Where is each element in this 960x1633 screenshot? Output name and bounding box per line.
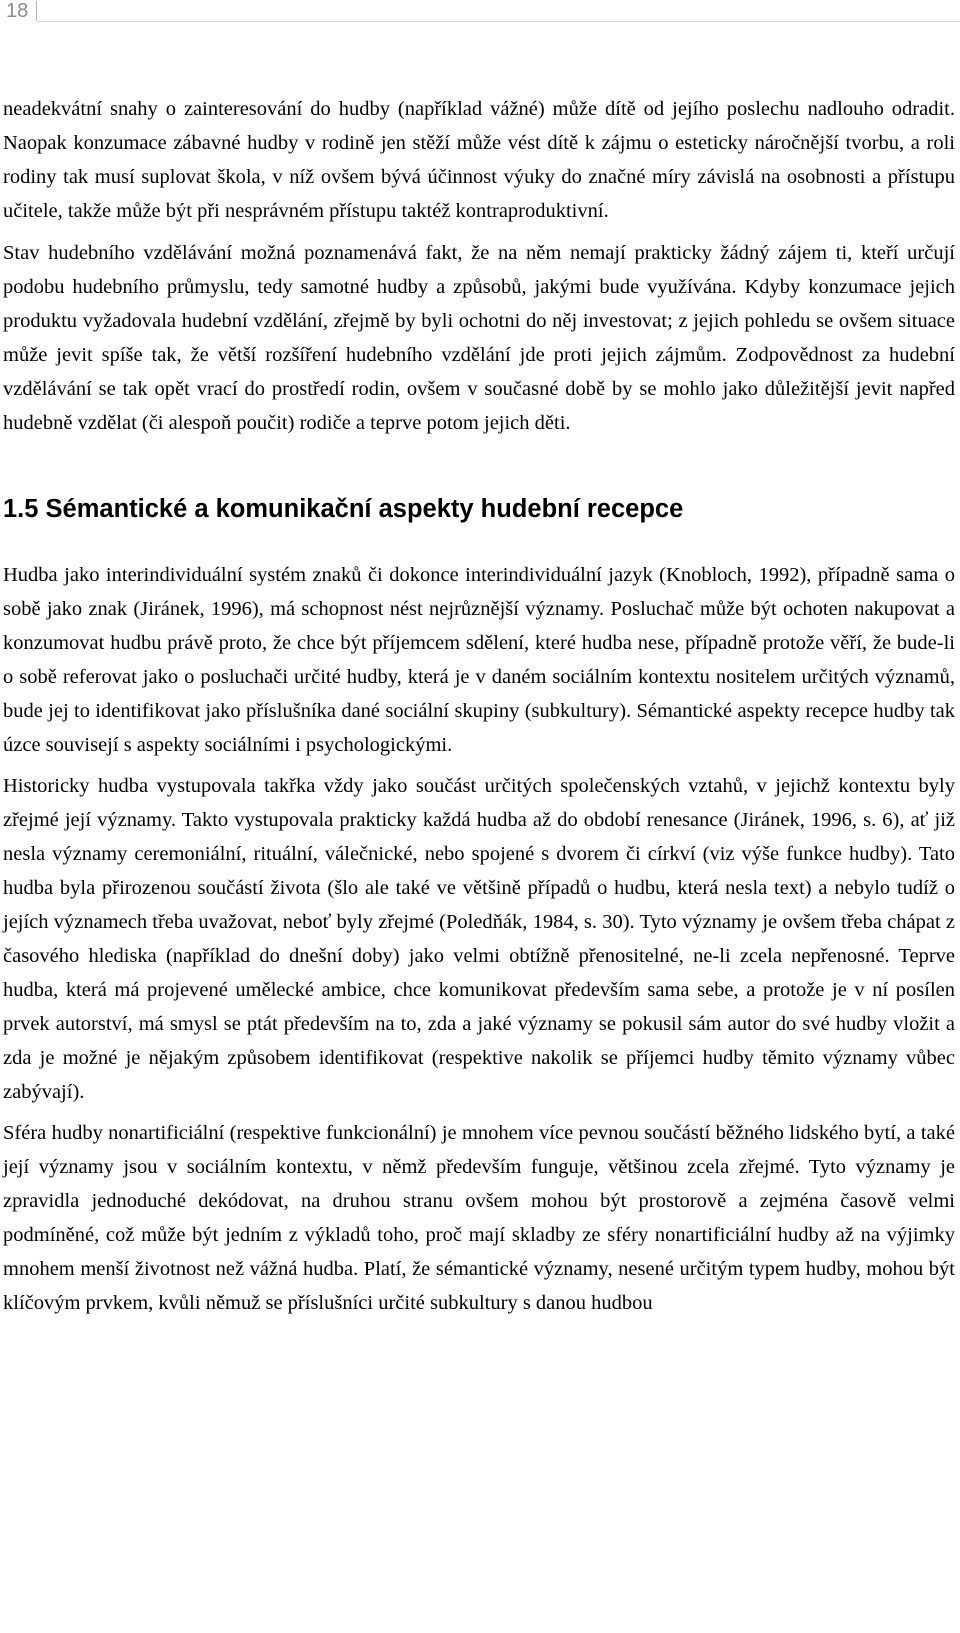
paragraph-music-education: Stav hudebního vzdělávání možná poznamenává fakt, že na něm nemají prakticky žádný zájem ti, kteří určují podobu hudebního průmyslu, tedy samotné hudby a způsobů, jakými bude využívána. Kdyby konzumace jejich produktu vyžadovala hudební vzdělání, zřejmě by byli ochotni do něj investovat; z jejich pohledu se ovšem situace může jevit spíše tak, že větší rozšíření hudebního vzdělání jde proti jejich zájmům. Zodpovědnost za hudební vzdělávání se tak opět vrací do prostředí rodin, ovšem v současné době by se mohlo jako důležitější jevit napřed hudebně vzdělat (či alespoň poučit) rodiče a teprve potom jejich děti. bbox=[3, 242, 955, 434]
paragraph-historical-meanings: Historicky hudba vystupovala takřka vždy jako součást určitých společenských vztahů, v jejichž kontextu byly zřejmé její významy. Takto vystupovala prakticky každá hudba až do období renesance (Jiránek, 1996, s. 6), ať již nesla významy ceremoniální, rituální, válečnické, nebo spojené s dvorem či církví (viz výše funkce hudby). Tato hudba byla přirozenou součástí života (šlo ale také ve většině případů o hudbu, která nesla text) a nebylo tudíž o jejích významech třeba uvažovat, neboť byly zřejmé (Poledňák, 1984, s. 30). Tyto významy je ovšem třeba chápat z časového hlediska (například do dnešní doby) jako velmi obtížně přenositelné, ne-li zcela nepřenosné. Teprve hudba, která má projevené umělecké ambice, chce komunikovat především sama sebe, a protože je v ní posílen prvek autorství, má smysl se ptát především na to, zda a jaké významy se pokusil sám autor do své hudby vložit a zda je možné je nějakým způsobem identifikovat (respektive nakolik se příjemci hudby těmito významy vůbec zabývají). bbox=[3, 775, 955, 1103]
section-heading: 1.5 Sémantické a komunikační aspekty hudební recepce bbox=[3, 495, 684, 523]
paragraph-continued: neadekvátní snahy o zainteresování do hudby (například vážné) může dítě od jejího poslechu nadlouho odradit. Naopak konzumace zábavné hudby v rodině jen stěží může vést dítě k zájmu o esteticky náročnější tvorbu, a roli rodiny tak musí suplovat škola, v níž ovšem bývá účinnost výuky do značné míry závislá na osobnosti a přístupu učitele, takže může být při nesprávném přístupu taktéž kontraproduktivní. bbox=[3, 98, 955, 222]
header-divider bbox=[36, 1, 37, 21]
page-header bbox=[0, 0, 960, 30]
page-content bbox=[3, 92, 955, 1320]
header-rule bbox=[37, 21, 960, 22]
paragraph-nonartificial-music: Sféra hudby nonartificiální (respektive funkcionální) je mnohem více pevnou součástí běžného lidského bytí, a také její významy jsou v sociálním kontextu, v němž především funguje, většinou zcela zřejmé. Tyto významy je zpravidla jednoduché dekódovat, na druhou stranu ovšem mohou být prostorově a zejména časově velmi podmíněné, což může být jedním z výkladů toho, proč mají skladby ze sféry nonartificiální hudby až na výjimky mnohem menší životnost než vážná hudba. Platí, že sémantické významy, nesené určitým typem hudby, mohou být klíčovým prvkem, kvůli němuž se příslušníci určité subkultury s danou hudbou bbox=[3, 1122, 955, 1314]
paragraph-music-as-sign-system: Hudba jako interindividuální systém znaků či dokonce interindividuální jazyk (Knobloch, 1992), případně sama o sobě jako znak (Jiránek, 1996), má schopnost nést nejrůznější významy. Posluchač může být ochoten nakupovat a konzumovat hudbu právě proto, že chce být příjemcem sdělení, které hudba nese, případně protože věří, že bude-li o sobě referovat jako o posluchači určité hudby, která je v daném sociálním kontextu nositelem určitých významů, bude jej to identifikovat jako příslušníka dané sociální skupiny (subkultury). Sémantické aspekty recepce hudby tak úzce souvisejí s aspekty sociálními i psychologickými. bbox=[3, 564, 955, 756]
page-number: 18 bbox=[6, 0, 29, 22]
